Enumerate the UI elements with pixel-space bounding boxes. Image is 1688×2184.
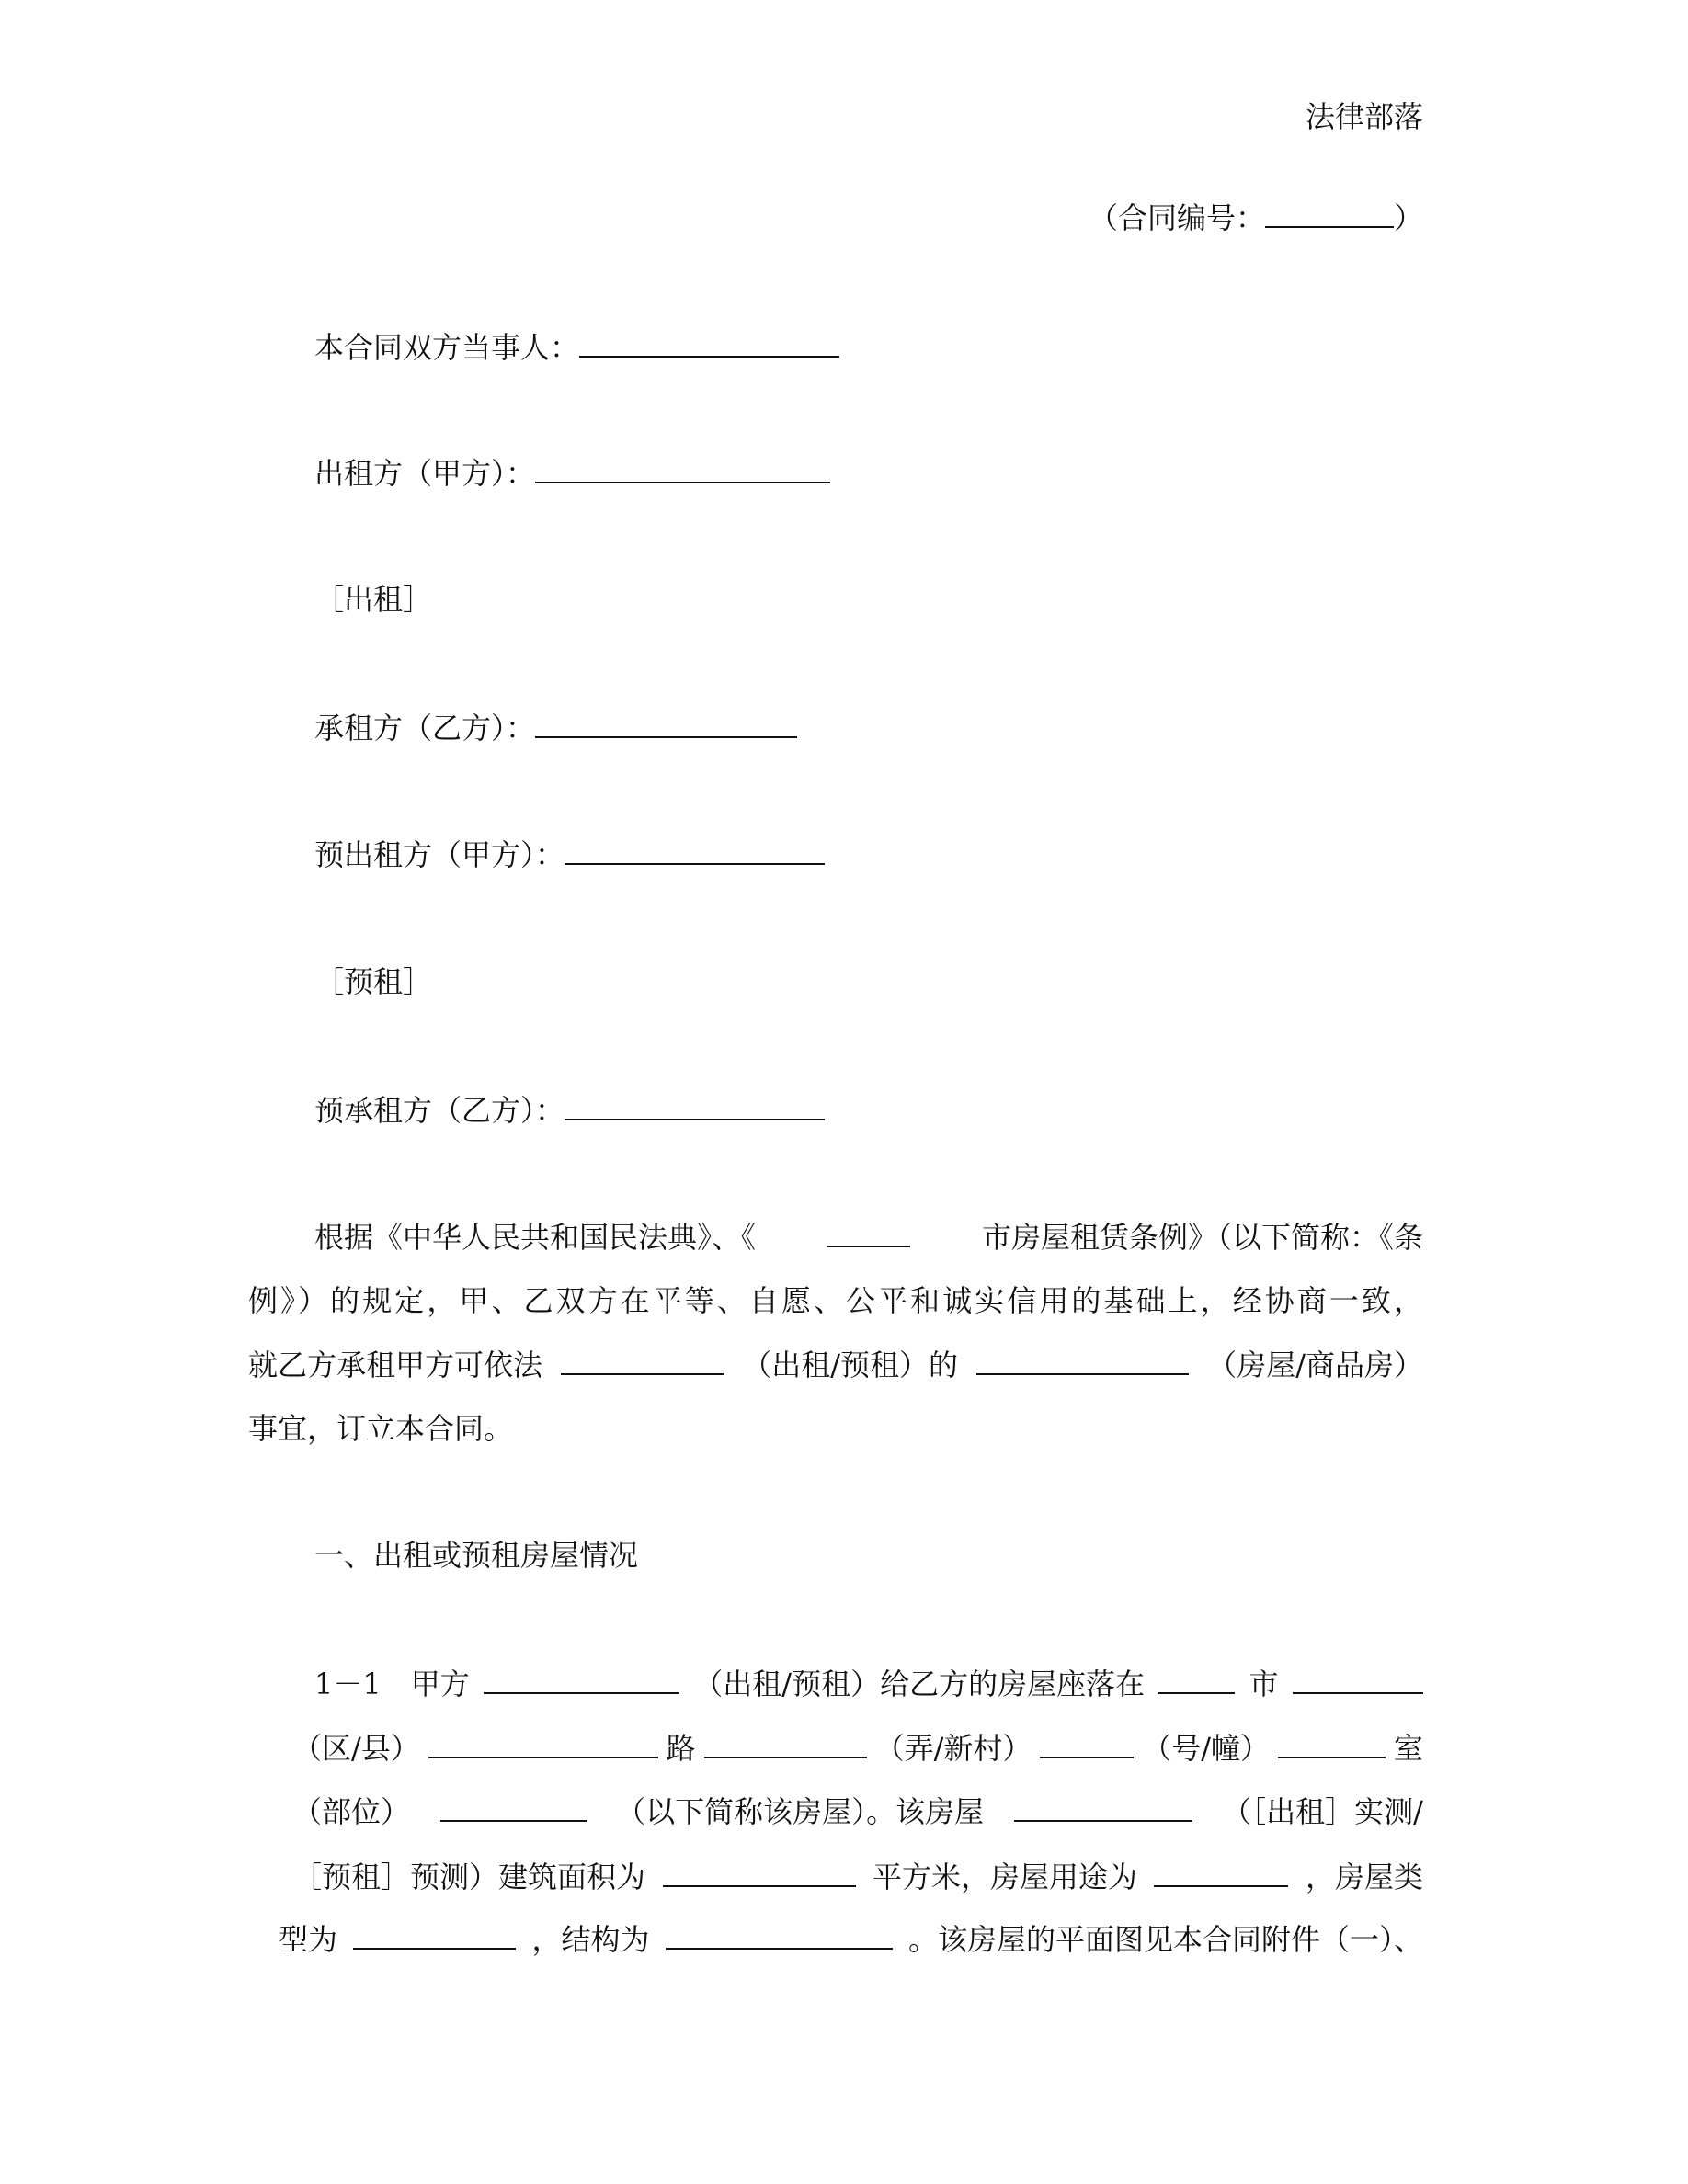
prelease-tag: ［预租］ bbox=[314, 964, 433, 999]
blank[interactable] bbox=[428, 1729, 658, 1758]
blank[interactable] bbox=[1278, 1729, 1386, 1758]
text: 平方米，房屋用途为 bbox=[872, 1860, 1137, 1894]
lease-type-blank[interactable] bbox=[561, 1346, 724, 1375]
preamble-line-3 bbox=[248, 1345, 1423, 1385]
pre-lessee-blank[interactable] bbox=[565, 1091, 825, 1120]
lease-tag: ［出租］ bbox=[314, 582, 433, 617]
preamble-line-1 bbox=[314, 1217, 1423, 1257]
blank[interactable] bbox=[440, 1792, 587, 1822]
parties-blank[interactable] bbox=[579, 328, 839, 358]
blank[interactable] bbox=[1158, 1665, 1235, 1694]
text: （部位） bbox=[292, 1794, 411, 1829]
text: 就乙方承租甲方可依法 bbox=[248, 1348, 543, 1382]
blank[interactable] bbox=[353, 1920, 516, 1950]
lessor-label: 出租方（甲方）： bbox=[314, 456, 536, 491]
clause-1-1-line-5 bbox=[279, 1919, 1423, 1960]
lessee-blank[interactable] bbox=[535, 709, 797, 738]
contract-number bbox=[1089, 198, 1423, 238]
pre-lessor-label: 预出租方（甲方）： bbox=[314, 837, 565, 872]
text: 路 bbox=[666, 1731, 696, 1766]
blank[interactable] bbox=[484, 1665, 679, 1694]
section-1-title: 一、出租或预租房屋情况 bbox=[314, 1538, 639, 1573]
pre-lessee-line bbox=[314, 1090, 825, 1131]
preamble-line-4: 事宜，订立本合同。 bbox=[248, 1411, 514, 1446]
text: 1－1 甲方 bbox=[314, 1666, 470, 1701]
header-brand: 法律部落 bbox=[1305, 99, 1423, 134]
text: （以下简称该房屋）。该房屋 bbox=[616, 1794, 985, 1829]
clause-1-1-line-2 bbox=[292, 1728, 1423, 1769]
blank[interactable] bbox=[1154, 1858, 1288, 1887]
text: （区/县） bbox=[292, 1731, 420, 1766]
text: （出租/预租）的 bbox=[742, 1348, 958, 1382]
text: ，结构为 bbox=[531, 1922, 650, 1957]
contract-number-blank[interactable] bbox=[1265, 199, 1394, 228]
blank[interactable] bbox=[666, 1920, 893, 1950]
lessee-line bbox=[314, 708, 797, 748]
city-blank[interactable] bbox=[827, 1218, 910, 1247]
text: 室 bbox=[1393, 1731, 1423, 1766]
text: ，房屋类 bbox=[1305, 1860, 1423, 1894]
pre-lessor-blank[interactable] bbox=[565, 836, 825, 865]
text: 型为 bbox=[279, 1922, 338, 1957]
contract-number-label: （合同编号： bbox=[1088, 200, 1265, 235]
pre-lessor-line bbox=[314, 835, 825, 875]
text: 根据《中华人民共和国民法典》、《 bbox=[314, 1220, 757, 1255]
text: 市 bbox=[1249, 1666, 1279, 1701]
preamble-line-2: 例》）的规定，甲、乙双方在平等、自愿、公平和诚实信用的基础上，经协商一致， bbox=[248, 1283, 1423, 1318]
lessor-line bbox=[314, 453, 830, 494]
clause-1-1-line-3 bbox=[292, 1792, 1423, 1832]
text: 。该房屋的平面图见本合同附件（一）、 bbox=[907, 1922, 1423, 1957]
parties-line bbox=[314, 327, 839, 368]
blank[interactable] bbox=[1293, 1665, 1423, 1694]
text: （弄/新村） bbox=[874, 1731, 1032, 1766]
house-type-blank[interactable] bbox=[976, 1346, 1189, 1375]
blank[interactable] bbox=[1040, 1729, 1134, 1758]
lessee-label: 承租方（乙方）： bbox=[314, 711, 536, 745]
text: （房屋/商品房） bbox=[1207, 1348, 1423, 1382]
blank[interactable] bbox=[1014, 1792, 1192, 1822]
blank[interactable] bbox=[704, 1729, 867, 1758]
text: （号/幢） bbox=[1142, 1731, 1271, 1766]
contract-number-end: ） bbox=[1393, 200, 1423, 235]
text: 市房屋租赁条例》（以下简称：《条 bbox=[981, 1220, 1423, 1255]
clause-1-1-line-1 bbox=[314, 1664, 1423, 1704]
text: （［出租］实测/ bbox=[1222, 1794, 1423, 1829]
text: （出租/预租）给乙方的房屋座落在 bbox=[693, 1666, 1146, 1701]
text: ［预租］预测）建筑面积为 bbox=[292, 1860, 646, 1894]
lessor-blank[interactable] bbox=[535, 454, 830, 483]
pre-lessee-label: 预承租方（乙方）： bbox=[314, 1093, 565, 1128]
clause-1-1-line-4 bbox=[292, 1857, 1423, 1897]
blank[interactable] bbox=[663, 1858, 856, 1887]
parties-label: 本合同双方当事人： bbox=[314, 330, 580, 365]
